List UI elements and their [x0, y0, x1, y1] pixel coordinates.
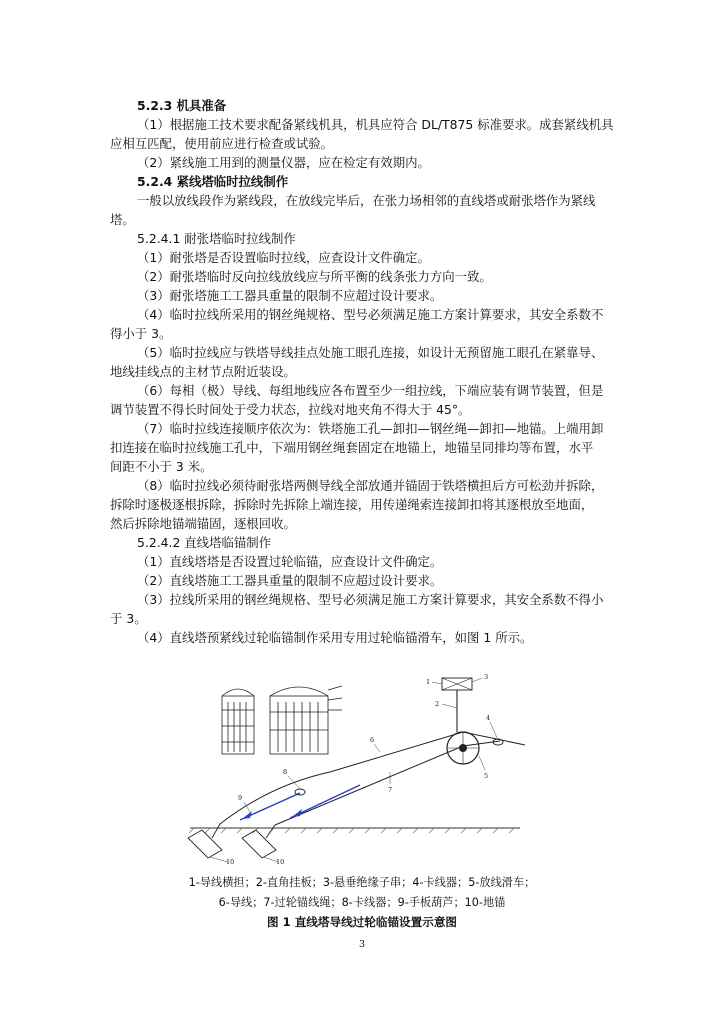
label-7: 7 [388, 786, 393, 794]
paragraph: （3）拉线所采用的钢丝绳规格、型号必须满足施工方案计算要求，其安全系数不得小 [137, 592, 604, 607]
paragraph: （1）直线塔塔是否设置过轮临锚，应查设计文件确定。 [137, 554, 443, 569]
paragraph: （2）紧线施工用到的测量仪器，应在检定有效期内。 [137, 155, 430, 170]
label-4: 4 [486, 714, 491, 722]
paragraph: （1）耐张塔是否设置临时拉线，应查设计文件确定。 [137, 250, 430, 265]
label-3: 3 [484, 673, 489, 681]
anchor-rope [275, 741, 500, 825]
section-heading-5-2-4: 5.2.4 紧线塔临时拉线制作 [137, 174, 289, 189]
section-heading-5-2-4-1: 5.2.4.1 耐张塔临时拉线制作 [137, 231, 296, 246]
paragraph: （5）临时拉线应与铁塔导线挂点处施工眼孔连接，如设计无预留施工眼孔在紧靠导、 [137, 345, 604, 360]
ground-hatch [189, 828, 514, 833]
figure-svg [180, 660, 530, 865]
paragraph: 地线挂线点的主材节点附近装设。 [110, 364, 296, 379]
paragraph: （3）耐张塔施工工器具重量的限制不应超过设计要求。 [137, 288, 443, 303]
figure-legend-line-2: 6-导线；7-过轮锚线绳；8-卡线器；9-手板葫芦；10-地锚 [218, 896, 506, 909]
paragraph: 拆除时逐极逐根拆除，拆除时先拆除上端连接，用传递绳索连接卸扣将其逐根放至地面， [110, 497, 594, 512]
label-10-right: 10 [276, 858, 285, 865]
page-number: 3 [358, 939, 366, 950]
wire-clamp-8 [295, 789, 305, 795]
label-1: 1 [426, 678, 431, 686]
paragraph: （7）临时拉线连接顺序依次为：铁塔施工孔—卸扣—钢丝绳—卸扣—地锚。上端用卸 [137, 421, 604, 436]
figure-diagram [180, 660, 530, 865]
paragraph: （2）直线塔施工工器具重量的限制不应超过设计要求。 [137, 573, 443, 588]
paragraph: 然后拆除地锚端锚固，逐根回收。 [110, 516, 296, 531]
paragraph: 一般以放线段作为紧线段，在放线完毕后，在张力场相邻的直线塔或耐张塔作为紧线 [137, 193, 596, 208]
inset-detail-left [222, 689, 254, 754]
paragraph: （1）根据施工技术要求配备紧线机具，机具应符合 DL/T875 标准要求。成套紧线机具 [137, 117, 614, 132]
paragraph: 塔。 [110, 212, 135, 227]
inset-detail-right [270, 686, 342, 754]
paragraph: 应相互匹配，使用前应进行检查或试验。 [110, 136, 334, 151]
paragraph: 间距不小于 3 米。 [110, 459, 213, 474]
section-heading-5-2-4-2: 5.2.4.2 直线塔临锚制作 [137, 535, 272, 550]
paragraph: （4）临时拉线所采用的钢丝绳规格、型号必须满足施工方案计算要求，其安全系数不 [137, 307, 604, 322]
paragraph: 得小于 3。 [110, 326, 172, 341]
figure-legend-line-1: 1-导线横担；2-直角挂板；3-悬垂绝缘子串；4-卡线器；5-放线滑车； [188, 876, 536, 889]
label-2: 2 [435, 700, 440, 708]
ground-anchors [188, 824, 276, 858]
leader-lines [210, 678, 498, 862]
paragraph: 扣连接在临时拉线施工孔中，下端用钢丝绳套固定在地锚上，地锚呈同排均等布置，水平 [110, 440, 594, 455]
label-6: 6 [370, 736, 375, 744]
paragraph: 调节装置不得长时间处于受力状态，拉线对地夹角不得大于 45°。 [110, 402, 471, 417]
label-5: 5 [484, 772, 489, 780]
label-10-left: 10 [226, 858, 235, 865]
label-8: 8 [283, 768, 288, 776]
paragraph: 于 3。 [110, 611, 147, 626]
figure-title: 图 1 直线塔导线过轮临锚设置示意图 [266, 915, 458, 929]
paragraph: （6）每相（极）导线、每组地线应各布置至少一组拉线，下端应装有调节装置，但是 [137, 383, 604, 398]
label-9: 9 [238, 794, 243, 802]
section-heading-5-2-3: 5.2.3 机具准备 [137, 98, 227, 113]
paragraph: （4）直线塔预紧线过轮临锚制作采用专用过轮临锚滑车，如图 1 所示。 [137, 630, 533, 645]
paragraph: （2）耐张塔临时反向拉线放线应与所平衡的线条张力方向一致。 [137, 269, 492, 284]
paragraph: （8）临时拉线必须待耐张塔两侧导线全部放通并锚固于铁塔横担后方可松劲并拆除， [137, 478, 604, 493]
